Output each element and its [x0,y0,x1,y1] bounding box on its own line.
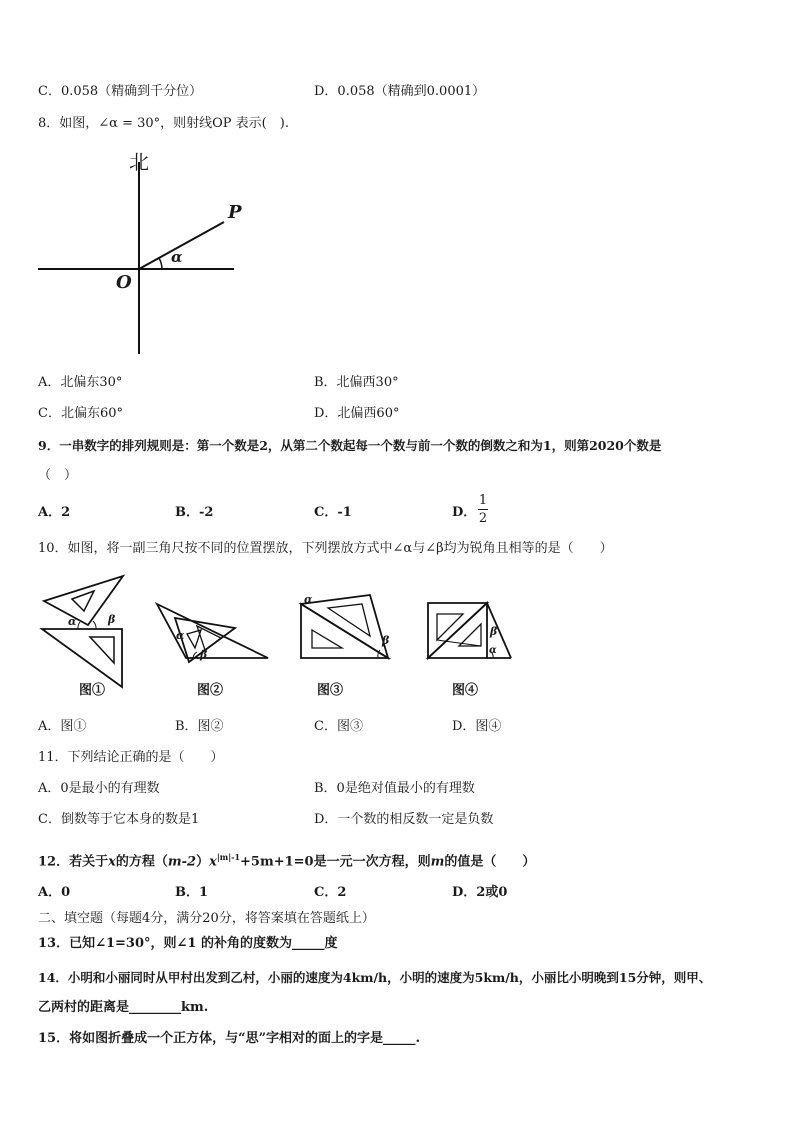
triangle-figure-2 [153,600,273,670]
section-2-title: 二、填空题（每题4分，满分20分，将答案填在答题纸上） [38,911,375,926]
q10-stem: 10．如图，将一副三角尺按不同的位置摆放，下列摆放方式中∠α与∠β均为锐角且相等的是（ ） [38,541,613,556]
q12-option-a: A．0 [38,885,71,900]
q12-stem-end: 的值是（ ） [444,854,536,870]
q12-stem-pre: 12．若关于 [38,854,109,870]
q9-option-d: D． [452,505,477,520]
q9-option-a: A．2 [38,505,71,520]
fig1-beta-label: β [108,613,116,626]
q10-option-b: B．图② [175,719,224,734]
fraction-denominator: 2 [478,511,488,526]
fraction-numerator: 1 [478,493,488,508]
q10-option-a: A．图① [38,719,87,734]
q12-option-b: B．1 [175,885,209,900]
m-minus-2: m-2 [167,854,197,870]
fig2-beta-label: β [200,648,208,661]
triangle-figure-4 [425,600,515,660]
q12-paren-close: ） [196,854,210,870]
q9-paren: （ ） [38,468,78,483]
q8-stem: 8．如图，∠α = 30°，则射线OP 表示( ). [38,116,289,131]
var-m: m [430,854,445,870]
q8-option-c: C．北偏东60° [38,406,123,421]
q9-option-d-fraction [478,493,488,526]
q13-stem: 13．已知∠1=30°，则∠1 的补角的度数为_____度 [38,936,338,951]
fig2-alpha-label: α [176,629,185,642]
q12-stem [38,849,535,870]
q7-option-c: C．0.058（精确到千分位） [38,84,203,99]
q9-option-c: C．-1 [314,505,352,520]
var-x: x [108,854,116,870]
q14-line-1: 14．小明和小丽同时从甲村出发到乙村，小丽的速度为4km/h，小明的速度为5km/h，小丽比小明晚到15分钟，则甲、 [38,970,712,985]
exponent: |m|-1 [216,852,241,862]
fig-label-4: 图④ [452,683,479,698]
q10-option-c: C．图③ [314,719,363,734]
triangle-figure-1 [38,573,128,688]
q15-stem: 15．将如图折叠成一个正方体，与“思”字相对的面上的字是_____. [38,1031,421,1046]
q8-option-a: A．北偏东30° [38,375,123,390]
q14-line-2: 乙两村的距离是________km. [38,1000,209,1015]
fig4-alpha-label: α [489,645,497,656]
q8-figure [38,142,248,357]
q11-option-c: C．倒数等于它本身的数是1 [38,812,200,827]
q8-option-d: D．北偏西60° [314,406,400,421]
point-o-label: O [116,272,132,293]
fig-label-2: 图② [197,683,224,698]
fig4-beta-label: β [490,625,498,638]
fig-label-3: 图③ [317,683,344,698]
q12-stem-mid: 的方程（ [115,854,168,870]
q12-option-d: D．2或0 [452,885,508,900]
q11-stem: 11．下列结论正确的是（ ） [38,750,224,765]
q7-option-d: D．0.058（精确到0.0001） [314,84,486,99]
q12-option-c: C．2 [314,885,347,900]
q10-option-d: D．图④ [452,719,502,734]
fig-label-1: 图① [79,683,106,698]
triangle-figure-3 [298,592,398,662]
fig3-beta-label: β [382,634,390,647]
fig3-alpha-label: α [304,593,313,606]
q9-stem: 9．一串数字的排列规则是：第一个数是2，从第二个数起每一个数与前一个数的倒数之和为1，则第2020个数是 [38,438,662,453]
q11-option-b: B．0是绝对值最小的有理数 [314,781,475,796]
fig1-alpha-label: α [68,615,77,628]
alpha-label: α [171,248,183,266]
q12-stem-rest: +5m+1=0是一元一次方程，则 [240,854,431,870]
q11-option-a: A．0是最小的有理数 [38,781,160,796]
q11-option-d: D．一个数的相反数一定是负数 [314,812,494,827]
q9-option-b: B．-2 [175,505,214,520]
north-label: 北 [129,150,149,174]
x-base: x [209,854,217,870]
point-p-label: P [228,202,242,223]
q8-option-b: B．北偏西30° [314,375,399,390]
